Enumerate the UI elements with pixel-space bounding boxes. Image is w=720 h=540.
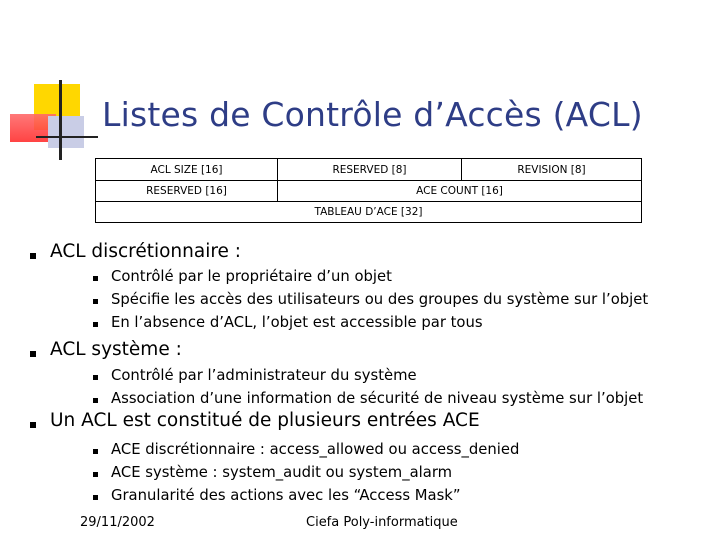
sub-bullet-item: Association d’une information de sécurité de niveau système sur l’objet [111,390,644,407]
revision-field: REVISION [8] [517,163,586,176]
bullet-marker [30,422,36,428]
bullet-acl-entries: Un ACL est constitué de plusieurs entrées ACE [50,410,480,431]
sub-bullet-item: En l’absence d’ACL, l’objet est accessible par tous [111,314,483,331]
sub-bullet-marker [93,449,98,454]
reserved-16-field: RESERVED [16] [146,185,227,197]
ace-count-field: ACE COUNT [16] [416,185,503,197]
sub-bullet-item: Contrôlé par le propriétaire d’un objet [111,268,392,285]
ace-array-field: TABLEAU D’ACE [32] [314,206,423,218]
sub-bullet-marker [93,472,98,477]
sub-bullet-marker [93,495,98,500]
sub-bullet-marker [93,299,98,304]
footer-organization: Ciefa Poly-informatique [306,515,458,530]
footer-date: 29/11/2002 [80,515,155,530]
bullet-marker [30,253,36,259]
bullet-discretionary-acl: ACL discrétionnaire : [50,241,242,262]
slide-title: Listes de Contrôle d’Accès (ACL) [102,95,643,134]
bullet-marker [30,351,36,357]
sub-bullet-marker [93,375,98,380]
reserved-8-field: RESERVED [8] [332,163,407,176]
sub-bullet-item: Granularité des actions avec les “Access Mask” [111,487,461,504]
logo-blue-square [48,116,84,148]
acl-structure-table [95,158,642,223]
logo-vertical-line [59,80,62,160]
logo-horizontal-line [36,136,98,138]
sub-bullet-item: ACE discrétionnaire : access_allowed ou access_denied [111,441,520,458]
acl-size-field: ACL SIZE [16] [150,163,223,176]
sub-bullet-marker [93,322,98,327]
sub-bullet-marker [93,398,98,403]
sub-bullet-item: ACE système : system_audit ou system_alarm [111,464,453,481]
slide-logo [0,0,90,170]
sub-bullet-item: Spécifie les accès des utilisateurs ou des groupes du système sur l’objet [111,291,649,308]
sub-bullet-marker [93,276,98,281]
bullet-system-acl: ACL système : [50,339,182,360]
sub-bullet-item: Contrôlé par l’administrateur du système [111,367,417,384]
